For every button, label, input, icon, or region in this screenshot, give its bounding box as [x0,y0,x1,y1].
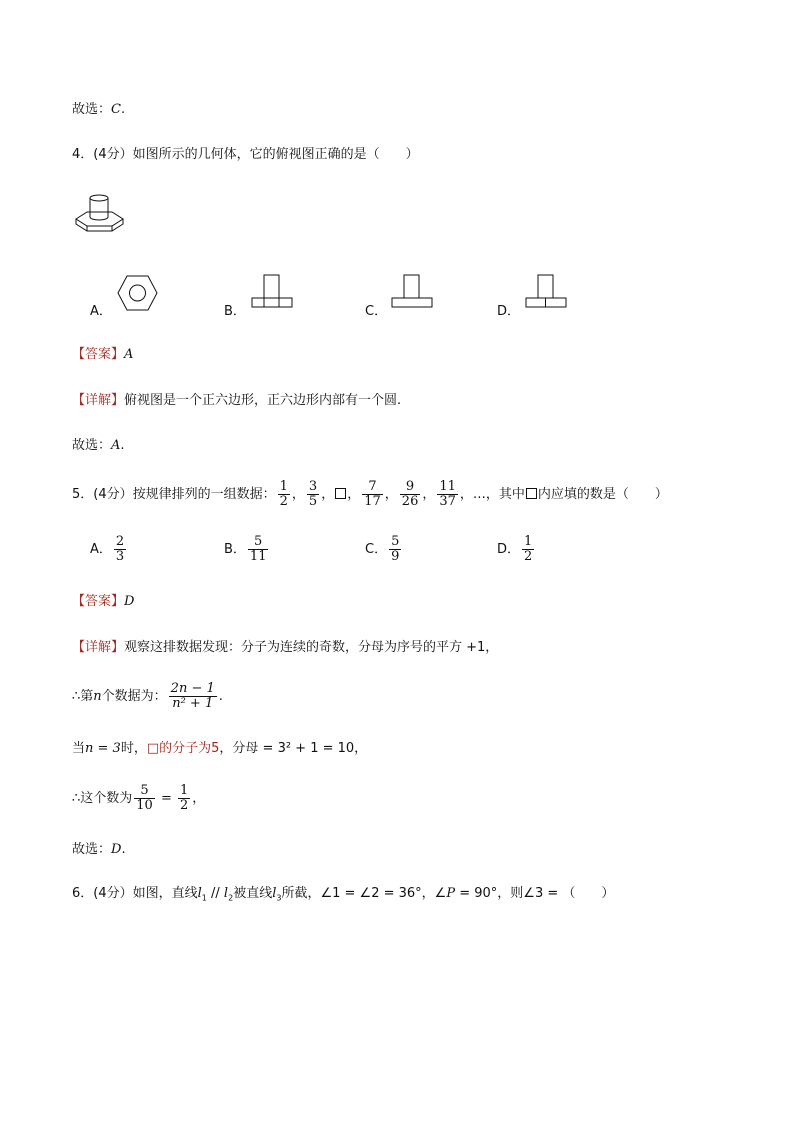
blank-box-icon [335,488,346,499]
solid-figure [74,193,126,239]
q5-general-term-line: ∴第n个数据为： $\frac{2n - 1}{\text{n² + 1}}$ . [72,681,223,711]
q4-option-b[interactable]: B． [224,304,246,319]
general-term-fraction: $\frac{2n - 1}{\text{n² + 1}}$ [170,681,215,711]
q5-final-line: 故选：D. [72,842,126,857]
q5-detail-line: 【详解】观察这排数据发现：分子为连续的奇数，分母为序号的平方 +1， [72,640,499,655]
q4-answer-line: 【答案】A [72,347,134,362]
q5-value-line: ∴这个数为 $\frac{5}{10}$ = $\frac{1}{2}$ ， [72,783,206,813]
option-fraction: $\frac{1}{2}$ [524,534,533,564]
question-6-stem: 6．(4分）如图，直线$l_1 // l_2$被直线$l_3$所截，∠1 = ∠2 = 36°，∠P = 90°，则∠3 = （ ） [72,886,615,903]
half-fraction: $\frac{1}{2}$ [180,783,189,813]
q5-option-d[interactable]: D． $\frac{1}{2}$ [497,534,533,564]
q5-option-b[interactable]: B． $\frac{5}{11}$ [224,534,267,564]
option-fraction: $\frac{5}{9}$ [391,534,400,564]
option-b-figure [251,274,293,308]
q4-final-line: 故选：A. [72,438,125,453]
option-c-figure [391,274,433,308]
seq-fraction-2: $\frac{3}{5}$ [308,479,318,509]
option-fraction: $\frac{2}{3}$ [115,534,125,564]
q5-answer-line: 【答案】D [72,594,135,609]
option-fraction: $\frac{5}{11}$ [249,534,267,564]
seq-fraction-4: $\frac{9}{26}$ [401,479,419,509]
q4-option-c[interactable]: C． [365,304,388,319]
answer-line-q3: 故选：C. [72,102,126,117]
option-d-figure [525,274,567,308]
q4-detail-line: 【详解】俯视图是一个正六边形，正六边形内部有一个圆. [72,393,402,408]
q5-option-c[interactable]: C． $\frac{5}{9}$ [365,534,400,564]
seq-fraction-5: $\frac{11}{37}$ [439,479,456,509]
blank-box-icon [526,488,537,499]
seq-fraction-1: $\frac{1}{2}$ [279,479,288,509]
value-fraction: $\frac{5}{10}$ [136,783,153,813]
seq-fraction-3: $\frac{7}{17}$ [364,479,381,509]
q4-option-a[interactable]: A． [90,304,112,319]
q5-option-a[interactable]: A． $\frac{2}{3}$ [90,534,125,564]
option-a-hexagon-figure [118,275,158,311]
question-5-stem: 5．(4分）按规律排列的一组数据： $\frac{1}{2}$ ， $\frac{3}{5}$ ， ， $\frac{7}{17}$ ， $\frac{9}{26}$ ， $\frac{11}{37}$ ，…，其中 内应填的数是（ ） [72,479,668,509]
q5-n3-line: 当n = 3时，□的分子为5，分母 = 3² + 1 = 10， [72,741,368,756]
question-4-stem: 4．(4分）如图所示的几何体，它的俯视图正确的是（ ） [72,147,419,162]
q4-option-d[interactable]: D． [497,304,521,319]
